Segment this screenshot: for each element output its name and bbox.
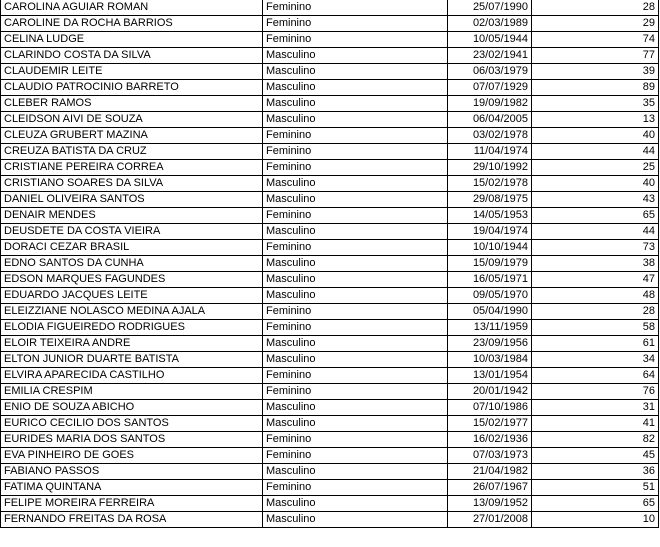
- name-cell[interactable]: FABIANO PASSOS: [1, 464, 263, 480]
- sex-cell[interactable]: Masculino: [263, 224, 448, 240]
- table-row: [1, 336, 659, 352]
- table-row: [1, 224, 659, 240]
- name-cell[interactable]: CLEIDSON AIVI DE SOUZA: [1, 112, 263, 128]
- birth-date-cell[interactable]: 07/10/1986: [448, 400, 532, 416]
- name-cell[interactable]: CLEBER RAMOS: [1, 96, 263, 112]
- sex-cell[interactable]: Masculino: [263, 464, 448, 480]
- sex-cell[interactable]: Masculino: [263, 64, 448, 80]
- age-cell[interactable]: 76: [532, 384, 659, 400]
- table-row: [1, 256, 659, 272]
- sex-cell[interactable]: Feminino: [263, 432, 448, 448]
- birth-date-cell[interactable]: 16/05/1971: [448, 272, 532, 288]
- birth-date-cell[interactable]: 14/05/1953: [448, 208, 532, 224]
- birth-date-cell[interactable]: 06/04/2005: [448, 112, 532, 128]
- table-body: [1, 0, 659, 528]
- age-cell[interactable]: 73: [532, 240, 659, 256]
- table-row: [1, 304, 659, 320]
- birth-date-cell[interactable]: 10/10/1944: [448, 240, 532, 256]
- sex-cell[interactable]: Masculino: [263, 272, 448, 288]
- birth-date-cell[interactable]: 19/09/1982: [448, 96, 532, 112]
- name-cell[interactable]: CAROLINA AGUIAR ROMAN: [1, 0, 263, 16]
- table-row: [1, 432, 659, 448]
- table-row: [1, 144, 659, 160]
- age-cell[interactable]: 47: [532, 272, 659, 288]
- name-cell[interactable]: EDNO SANTOS DA CUNHA: [1, 256, 263, 272]
- birth-date-cell[interactable]: 26/07/1967: [448, 480, 532, 496]
- age-cell[interactable]: 44: [532, 144, 659, 160]
- name-cell[interactable]: CLAUDIO PATROCINIO BARRETO: [1, 80, 263, 96]
- age-cell[interactable]: 58: [532, 320, 659, 336]
- birth-date-cell[interactable]: 23/02/1941: [448, 48, 532, 64]
- age-cell[interactable]: 34: [532, 352, 659, 368]
- sex-cell[interactable]: Masculino: [263, 256, 448, 272]
- name-cell[interactable]: ENIO DE SOUZA ABICHO: [1, 400, 263, 416]
- table-row: [1, 320, 659, 336]
- name-cell[interactable]: CREUZA BATISTA DA CRUZ: [1, 144, 263, 160]
- age-cell[interactable]: 82: [532, 432, 659, 448]
- sex-cell[interactable]: Feminino: [263, 240, 448, 256]
- birth-date-cell[interactable]: 29/10/1992: [448, 160, 532, 176]
- name-cell[interactable]: DENAIR MENDES: [1, 208, 263, 224]
- sex-cell[interactable]: Masculino: [263, 416, 448, 432]
- sex-cell[interactable]: Feminino: [263, 128, 448, 144]
- sex-cell[interactable]: Masculino: [263, 96, 448, 112]
- birth-date-cell[interactable]: 21/04/1982: [448, 464, 532, 480]
- age-cell[interactable]: 61: [532, 336, 659, 352]
- sex-cell[interactable]: Masculino: [263, 512, 448, 528]
- table-row: [1, 192, 659, 208]
- table-row: [1, 480, 659, 496]
- name-cell[interactable]: CLAUDEMIR LEITE: [1, 64, 263, 80]
- name-cell[interactable]: DANIEL OLIVEIRA SANTOS: [1, 192, 263, 208]
- table-row: [1, 176, 659, 192]
- name-cell[interactable]: EURIDES MARIA DOS SANTOS: [1, 432, 263, 448]
- sex-cell[interactable]: Feminino: [263, 384, 448, 400]
- name-cell[interactable]: ELODIA FIGUEIREDO RODRIGUES: [1, 320, 263, 336]
- age-cell[interactable]: 35: [532, 96, 659, 112]
- age-cell[interactable]: 40: [532, 176, 659, 192]
- table-row: [1, 128, 659, 144]
- sex-cell[interactable]: Masculino: [263, 192, 448, 208]
- age-cell[interactable]: 45: [532, 448, 659, 464]
- table-row: [1, 160, 659, 176]
- sex-cell[interactable]: Feminino: [263, 160, 448, 176]
- sex-cell[interactable]: Masculino: [263, 48, 448, 64]
- sex-cell[interactable]: Masculino: [263, 400, 448, 416]
- name-cell[interactable]: CRISTIANE PEREIRA CORREA: [1, 160, 263, 176]
- age-cell[interactable]: 89: [532, 80, 659, 96]
- table-row: [1, 464, 659, 480]
- sex-cell[interactable]: Feminino: [263, 368, 448, 384]
- birth-date-cell[interactable]: 09/05/1970: [448, 288, 532, 304]
- age-cell[interactable]: 29: [532, 16, 659, 32]
- age-cell[interactable]: 77: [532, 48, 659, 64]
- table-row: [1, 416, 659, 432]
- birth-date-cell[interactable]: 03/02/1978: [448, 128, 532, 144]
- table-row: [1, 400, 659, 416]
- birth-date-cell[interactable]: 15/02/1978: [448, 176, 532, 192]
- age-cell[interactable]: 36: [532, 464, 659, 480]
- age-cell[interactable]: 39: [532, 64, 659, 80]
- age-cell[interactable]: 65: [532, 208, 659, 224]
- age-cell[interactable]: 48: [532, 288, 659, 304]
- table-row: [1, 112, 659, 128]
- sex-cell[interactable]: Feminino: [263, 448, 448, 464]
- name-cell[interactable]: CLARINDO COSTA DA SILVA: [1, 48, 263, 64]
- table-row: [1, 352, 659, 368]
- name-cell[interactable]: EDSON MARQUES FAGUNDES: [1, 272, 263, 288]
- birth-date-cell[interactable]: 20/01/1942: [448, 384, 532, 400]
- name-cell[interactable]: CLEUZA GRUBERT MAZINA: [1, 128, 263, 144]
- table-row: [1, 240, 659, 256]
- sex-cell[interactable]: Masculino: [263, 288, 448, 304]
- sex-cell[interactable]: Feminino: [263, 32, 448, 48]
- age-cell[interactable]: 10: [532, 512, 659, 528]
- age-cell[interactable]: 28: [532, 304, 659, 320]
- name-cell[interactable]: FERNANDO FREITAS DA ROSA: [1, 512, 263, 528]
- age-cell[interactable]: 13: [532, 112, 659, 128]
- sex-cell[interactable]: Masculino: [263, 496, 448, 512]
- age-cell[interactable]: 51: [532, 480, 659, 496]
- birth-date-cell[interactable]: 05/04/1990: [448, 304, 532, 320]
- birth-date-cell[interactable]: 15/09/1979: [448, 256, 532, 272]
- name-cell[interactable]: EURICO CECILIO DOS SANTOS: [1, 416, 263, 432]
- birth-date-cell[interactable]: 02/03/1989: [448, 16, 532, 32]
- birth-date-cell[interactable]: 13/01/1954: [448, 368, 532, 384]
- birth-date-cell[interactable]: 10/03/1984: [448, 352, 532, 368]
- age-cell[interactable]: 38: [532, 256, 659, 272]
- birth-date-cell[interactable]: 06/03/1979: [448, 64, 532, 80]
- table-row: [1, 80, 659, 96]
- birth-date-cell[interactable]: 19/04/1974: [448, 224, 532, 240]
- sex-cell[interactable]: Masculino: [263, 112, 448, 128]
- age-cell[interactable]: 25: [532, 160, 659, 176]
- sex-cell[interactable]: Feminino: [263, 16, 448, 32]
- birth-date-cell[interactable]: 11/04/1974: [448, 144, 532, 160]
- name-cell[interactable]: EDUARDO JACQUES LEITE: [1, 288, 263, 304]
- birth-date-cell[interactable]: 23/09/1956: [448, 336, 532, 352]
- birth-date-cell[interactable]: 13/09/1952: [448, 496, 532, 512]
- sex-cell[interactable]: Masculino: [263, 176, 448, 192]
- age-cell[interactable]: 40: [532, 128, 659, 144]
- age-cell[interactable]: 28: [532, 0, 659, 16]
- age-cell[interactable]: 64: [532, 368, 659, 384]
- birth-date-cell[interactable]: 15/02/1977: [448, 416, 532, 432]
- birth-date-cell[interactable]: 27/01/2008: [448, 512, 532, 528]
- name-cell[interactable]: CAROLINE DA ROCHA BARRIOS: [1, 16, 263, 32]
- table-row: [1, 448, 659, 464]
- birth-date-cell[interactable]: 29/08/1975: [448, 192, 532, 208]
- table-row: [1, 208, 659, 224]
- table-row: [1, 16, 659, 32]
- table-row: [1, 384, 659, 400]
- sex-cell[interactable]: Feminino: [263, 0, 448, 16]
- sex-cell[interactable]: Masculino: [263, 336, 448, 352]
- name-cell[interactable]: CELINA LUDGE: [1, 32, 263, 48]
- name-cell[interactable]: EVA PINHEIRO DE GOES: [1, 448, 263, 464]
- age-cell[interactable]: 74: [532, 32, 659, 48]
- birth-date-cell[interactable]: 07/03/1973: [448, 448, 532, 464]
- table-row: [1, 32, 659, 48]
- name-cell[interactable]: ELTON JUNIOR DUARTE BATISTA: [1, 352, 263, 368]
- age-cell[interactable]: 41: [532, 416, 659, 432]
- birth-date-cell[interactable]: 16/02/1936: [448, 432, 532, 448]
- table-row: [1, 48, 659, 64]
- sex-cell[interactable]: Masculino: [263, 80, 448, 96]
- name-cell[interactable]: DORACI CEZAR BRASIL: [1, 240, 263, 256]
- table-row: [1, 288, 659, 304]
- age-cell[interactable]: 65: [532, 496, 659, 512]
- name-cell[interactable]: ELOIR TEIXEIRA ANDRE: [1, 336, 263, 352]
- sex-cell[interactable]: Feminino: [263, 208, 448, 224]
- birth-date-cell[interactable]: 25/07/1990: [448, 0, 532, 16]
- name-cell[interactable]: ELVIRA APARECIDA CASTILHO: [1, 368, 263, 384]
- name-cell[interactable]: DEUSDETE DA COSTA VIEIRA: [1, 224, 263, 240]
- sex-cell[interactable]: Feminino: [263, 144, 448, 160]
- name-cell[interactable]: EMILIA CRESPIM: [1, 384, 263, 400]
- age-cell[interactable]: 43: [532, 192, 659, 208]
- table-row: [1, 272, 659, 288]
- birth-date-cell[interactable]: 13/11/1959: [448, 320, 532, 336]
- table-row: [1, 368, 659, 384]
- sex-cell[interactable]: Feminino: [263, 480, 448, 496]
- sex-cell[interactable]: Masculino: [263, 352, 448, 368]
- name-cell[interactable]: FATIMA QUINTANA: [1, 480, 263, 496]
- table-row: [1, 64, 659, 80]
- name-cell[interactable]: CRISTIANO SOARES DA SILVA: [1, 176, 263, 192]
- name-cell[interactable]: ELEIZZIANE NOLASCO MEDINA AJALA: [1, 304, 263, 320]
- table-row: [1, 96, 659, 112]
- name-cell[interactable]: FELIPE MOREIRA FERREIRA: [1, 496, 263, 512]
- age-cell[interactable]: 31: [532, 400, 659, 416]
- table-row: [1, 0, 659, 16]
- table-row: [1, 512, 659, 528]
- birth-date-cell[interactable]: 10/05/1944: [448, 32, 532, 48]
- sex-cell[interactable]: Feminino: [263, 320, 448, 336]
- birth-date-cell[interactable]: 07/07/1929: [448, 80, 532, 96]
- sex-cell[interactable]: Feminino: [263, 304, 448, 320]
- table-row: [1, 496, 659, 512]
- age-cell[interactable]: 44: [532, 224, 659, 240]
